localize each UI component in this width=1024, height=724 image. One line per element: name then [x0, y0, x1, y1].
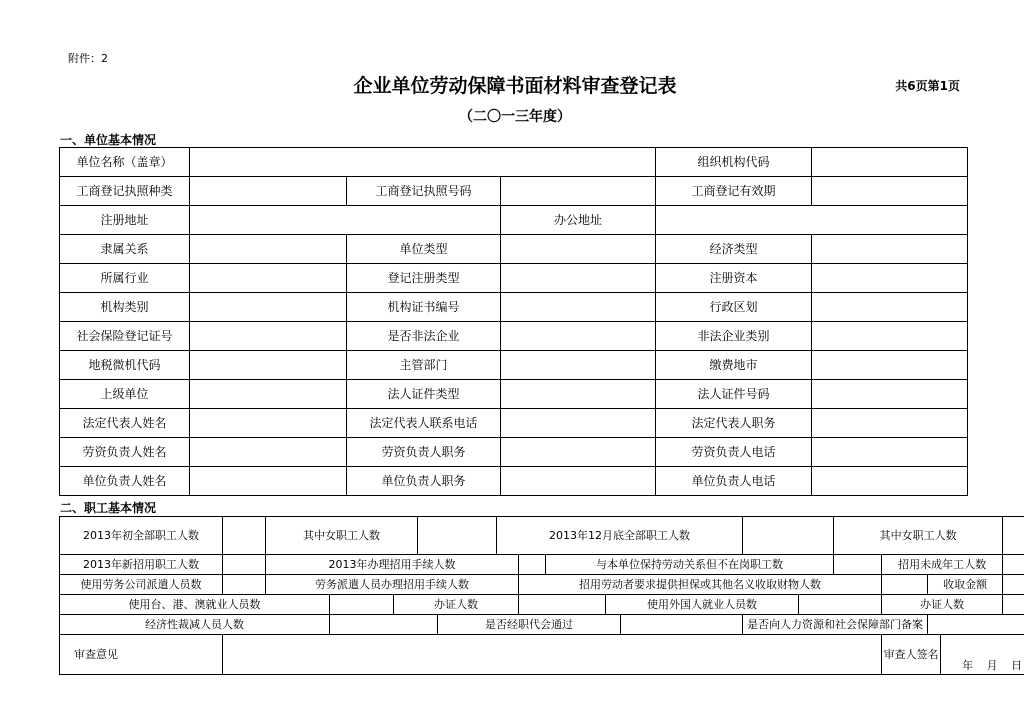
- table-row: [60, 595, 1024, 615]
- unit-name-field[interactable]: [190, 148, 656, 177]
- field-label: 2013年新招用职工人数: [60, 555, 223, 575]
- label-license-valid: 工商登记有效期: [656, 177, 812, 206]
- table-row: [60, 177, 968, 206]
- license-no-field[interactable]: [501, 177, 656, 206]
- field-label: 所属行业: [60, 264, 190, 293]
- table-row: [60, 351, 968, 380]
- table-row: [60, 438, 968, 467]
- value-field[interactable]: [1003, 575, 1024, 595]
- value-field[interactable]: [501, 467, 656, 496]
- field-label: 主管部门: [347, 351, 501, 380]
- field-label: 行政区划: [656, 293, 812, 322]
- reviewer-sign-label: 审查人签名: [882, 635, 941, 675]
- field-label: 是否向人力资源和社会保障部门备案: [743, 615, 928, 635]
- review-opinion-label: 审查意见: [60, 635, 223, 675]
- value-field[interactable]: [223, 517, 266, 555]
- value-field[interactable]: [190, 409, 347, 438]
- section-title-unit-info: 一、单位基本情况: [60, 133, 157, 147]
- table-row: [60, 322, 968, 351]
- field-label: 法定代表人联系电话: [347, 409, 501, 438]
- value-field[interactable]: [501, 235, 656, 264]
- field-label: 地税微机代码: [60, 351, 190, 380]
- value-field[interactable]: [223, 555, 266, 575]
- table-row: [60, 635, 1024, 675]
- field-label: 登记注册类型: [347, 264, 501, 293]
- page-number: 共6页第1页: [895, 79, 960, 93]
- field-label: 机构类别: [60, 293, 190, 322]
- table-row: [60, 380, 968, 409]
- document-title: 企业单位劳动保障书面材料审查登记表: [353, 75, 677, 97]
- field-label: 收取金额: [928, 575, 1003, 595]
- label-unit-name: 单位名称（盖章）: [60, 148, 190, 177]
- value-field[interactable]: [1003, 595, 1024, 615]
- value-field[interactable]: [418, 517, 497, 555]
- field-label: 是否经职代会通过: [438, 615, 621, 635]
- value-field[interactable]: [812, 409, 968, 438]
- table-row: [60, 148, 968, 177]
- field-label: 2013年办理招用手续人数: [266, 555, 519, 575]
- field-label: 劳资负责人电话: [656, 438, 812, 467]
- field-label: 办证人数: [394, 595, 519, 615]
- org-code-field[interactable]: [812, 148, 968, 177]
- field-label: 经济类型: [656, 235, 812, 264]
- table-row: [60, 615, 1024, 635]
- field-label: 使用台、港、澳就业人员数: [60, 595, 330, 615]
- field-label: 上级单位: [60, 380, 190, 409]
- value-field[interactable]: [812, 235, 968, 264]
- field-label: 招用未成年工人数: [882, 555, 1003, 575]
- field-label: 招用劳动者要求提供担保或其他名义收取财物人数: [519, 575, 882, 595]
- field-label: 单位负责人姓名: [60, 467, 190, 496]
- value-field[interactable]: [190, 351, 347, 380]
- value-field[interactable]: [812, 293, 968, 322]
- field-label: 是否非法企业: [347, 322, 501, 351]
- value-field[interactable]: [1003, 517, 1024, 555]
- field-label: 2013年12月底全部职工人数: [497, 517, 743, 555]
- value-field[interactable]: [223, 575, 266, 595]
- label-org-code: 组织机构代码: [656, 148, 812, 177]
- value-field[interactable]: [812, 438, 968, 467]
- table-row: [60, 467, 968, 496]
- unit-info-table: [59, 147, 968, 496]
- value-field[interactable]: [812, 264, 968, 293]
- value-field[interactable]: [501, 322, 656, 351]
- field-label: 单位类型: [347, 235, 501, 264]
- value-field[interactable]: [882, 575, 928, 595]
- office-address-field[interactable]: [656, 206, 968, 235]
- license-valid-field[interactable]: [812, 177, 968, 206]
- field-label: 法定代表人姓名: [60, 409, 190, 438]
- table-row: [60, 235, 968, 264]
- field-label: 经济性裁减人员人数: [60, 615, 330, 635]
- value-field[interactable]: [519, 595, 606, 615]
- field-label: 社会保险登记证号: [60, 322, 190, 351]
- attachment-label: 附件：2: [68, 52, 108, 65]
- value-field[interactable]: [799, 595, 882, 615]
- value-field[interactable]: [190, 293, 347, 322]
- field-label: 劳资负责人职务: [347, 438, 501, 467]
- value-field[interactable]: [743, 517, 834, 555]
- year-subtitle: （二〇一三年度）: [459, 109, 571, 125]
- field-label: 2013年初全部职工人数: [60, 517, 223, 555]
- table-row: [60, 206, 968, 235]
- value-field[interactable]: [621, 615, 743, 635]
- field-label: 隶属关系: [60, 235, 190, 264]
- license-type-field[interactable]: [190, 177, 347, 206]
- field-label: 办证人数: [882, 595, 1003, 615]
- field-label: 使用外国人就业人员数: [606, 595, 799, 615]
- field-label: 法人证件类型: [347, 380, 501, 409]
- value-field[interactable]: [501, 293, 656, 322]
- field-label: 注册资本: [656, 264, 812, 293]
- field-label: 单位负责人电话: [656, 467, 812, 496]
- field-label: 机构证书编号: [347, 293, 501, 322]
- value-field[interactable]: [834, 555, 882, 575]
- field-label: 劳资负责人姓名: [60, 438, 190, 467]
- value-field[interactable]: [501, 409, 656, 438]
- field-label: 劳务派遣人员办理招用手续人数: [266, 575, 519, 595]
- field-label: 法人证件号码: [656, 380, 812, 409]
- table-row: [60, 575, 1024, 595]
- label-license-type: 工商登记执照种类: [60, 177, 190, 206]
- staff-info-table: [59, 516, 1024, 675]
- value-field[interactable]: [190, 380, 347, 409]
- table-row: [60, 555, 1024, 575]
- value-field[interactable]: [330, 595, 394, 615]
- value-field[interactable]: [190, 467, 347, 496]
- section-title-staff-info: 二、职工基本情况: [60, 501, 157, 515]
- value-field[interactable]: [501, 351, 656, 380]
- value-field[interactable]: [812, 351, 968, 380]
- value-field[interactable]: [501, 264, 656, 293]
- label-reg-address: 注册地址: [60, 206, 190, 235]
- review-date: 年 月 日: [941, 635, 1024, 675]
- value-field[interactable]: [812, 380, 968, 409]
- field-label: 法定代表人职务: [656, 409, 812, 438]
- value-field[interactable]: [501, 380, 656, 409]
- label-license-no: 工商登记执照号码: [347, 177, 501, 206]
- field-label: 缴费地市: [656, 351, 812, 380]
- value-field[interactable]: [190, 264, 347, 293]
- table-row: [60, 517, 1024, 555]
- field-label: 单位负责人职务: [347, 467, 501, 496]
- field-label: 非法企业类别: [656, 322, 812, 351]
- value-field[interactable]: [190, 438, 347, 467]
- review-opinion-field[interactable]: [223, 635, 882, 675]
- reg-address-field[interactable]: [190, 206, 501, 235]
- field-label: 与本单位保持劳动关系但不在岗职工数: [546, 555, 834, 575]
- value-field[interactable]: [190, 322, 347, 351]
- label-office-address: 办公地址: [501, 206, 656, 235]
- value-field[interactable]: [519, 555, 546, 575]
- value-field[interactable]: [330, 615, 438, 635]
- value-field[interactable]: [812, 322, 968, 351]
- table-row: [60, 264, 968, 293]
- field-label: 使用劳务公司派遣人员数: [60, 575, 223, 595]
- field-label: 其中女职工人数: [266, 517, 418, 555]
- field-label: 其中女职工人数: [834, 517, 1003, 555]
- value-field[interactable]: [501, 438, 656, 467]
- value-field[interactable]: [190, 235, 347, 264]
- value-field[interactable]: [812, 467, 968, 496]
- table-row: [60, 293, 968, 322]
- value-field[interactable]: [1003, 555, 1024, 575]
- value-field[interactable]: [928, 615, 1024, 635]
- table-row: [60, 409, 968, 438]
